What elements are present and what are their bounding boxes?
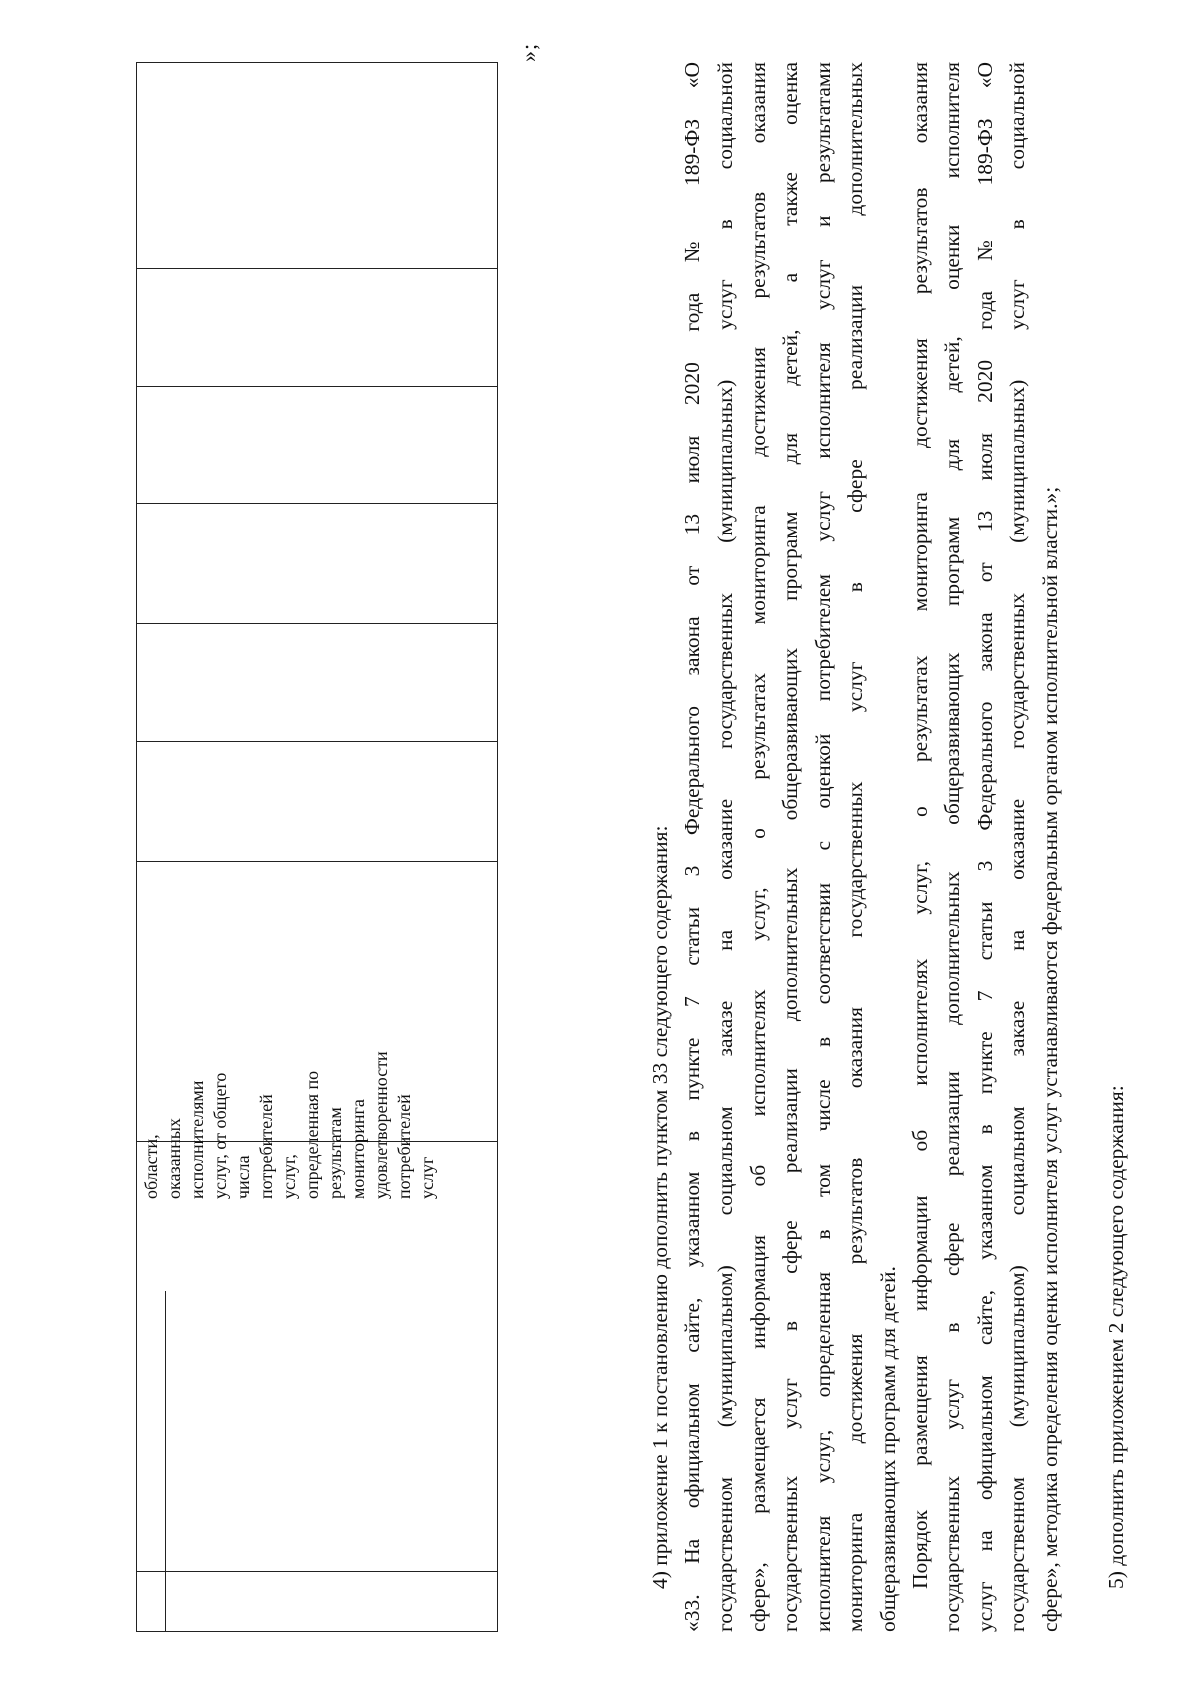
table-column-8 [137, 268, 497, 386]
table-column-5 [137, 623, 497, 741]
data-table [136, 62, 498, 1632]
table-column-7 [137, 386, 497, 503]
paragraph-line: услуг на официальном сайте, указанном в пункте 7 статьи 3 Федерального закона от 13 июля 2020 года № 189-ФЗ «О [973, 62, 997, 1632]
table-cell-line: определенная по [302, 1070, 322, 1199]
paragraph-line: государственном (муниципальном) социальном заказе на оказание государственных (муниципальных) услуг в социальной [1005, 62, 1029, 1632]
table-column-1 [137, 1571, 497, 1631]
table-column-6 [137, 503, 497, 623]
table-cell-line: мониторинга [348, 1099, 368, 1199]
table-cell-line: услуг [417, 1156, 437, 1199]
table-cell-text [140, 1039, 439, 1199]
paragraph-line: 5) дополнить приложением 2 следующего содержания: [1104, 1085, 1128, 1589]
table-cell-line: числа [233, 1155, 253, 1199]
table-cell-line: потребителей [394, 1094, 414, 1199]
paragraph-line: исполнителя услуг, определенная в том числе в соответствии с оценкой потребителем услуг исполнителя услуг и результатами [811, 62, 835, 1632]
paragraph-line: Порядок размещения информации об исполнителях услуг, о результатах мониторинга достижения результатов оказания [908, 62, 932, 1589]
table-cell-line: удовлетворенности [371, 1051, 391, 1199]
table-column-4 [137, 741, 497, 861]
table-cell-line: области, [141, 1134, 161, 1199]
table-column-2 [137, 1141, 497, 1571]
paragraph-line: государственном (муниципальном) социальном заказе на оказание государственных (муниципальных) услуг в социальной [713, 62, 737, 1632]
paragraph-line: сфере», размещается информация об исполнителях услуг, о результатах мониторинга достижения результатов оказания [746, 62, 770, 1632]
table-closing-mark: »; [516, 42, 541, 62]
table-cell-line: услуг, от общего [210, 1072, 230, 1199]
paragraph-line: мониторинга достижения результатов оказания государственных услуг в сфере реализации дополнительных [843, 62, 867, 1632]
paragraph-line: государственных услуг в сфере реализации дополнительных общеразвивающих программ для детей, а также оценка [778, 62, 802, 1632]
table-cell-line: услуг, [279, 1154, 299, 1199]
paragraph-line: сфере», методика определения оценки исполнителя услуг устанавливаются федеральным органом исполнительной власти.»; [1038, 486, 1062, 1632]
table-cell-line: потребителей [256, 1094, 276, 1199]
table-cell-line: оказанных [164, 1118, 184, 1199]
paragraph-line: «33. На официальном сайте, указанном в пункте 7 статьи 3 Федерального закона от 13 июля 2020 года № 189-ФЗ «О [680, 62, 704, 1632]
paragraph-line: государственных услуг в сфере реализации дополнительных общеразвивающих программ для детей, оценки исполнителя [940, 62, 964, 1632]
paragraph-line: 4) приложение 1 к постановлению дополнить пунктом 33 следующего содержания: [648, 825, 672, 1589]
table-cell-line: исполнителями [187, 1080, 207, 1199]
paragraph-line: общеразвивающих программ для детей. [876, 1266, 900, 1632]
table-row-divider [165, 1291, 166, 1631]
table-cell-line: результатам [325, 1107, 345, 1199]
